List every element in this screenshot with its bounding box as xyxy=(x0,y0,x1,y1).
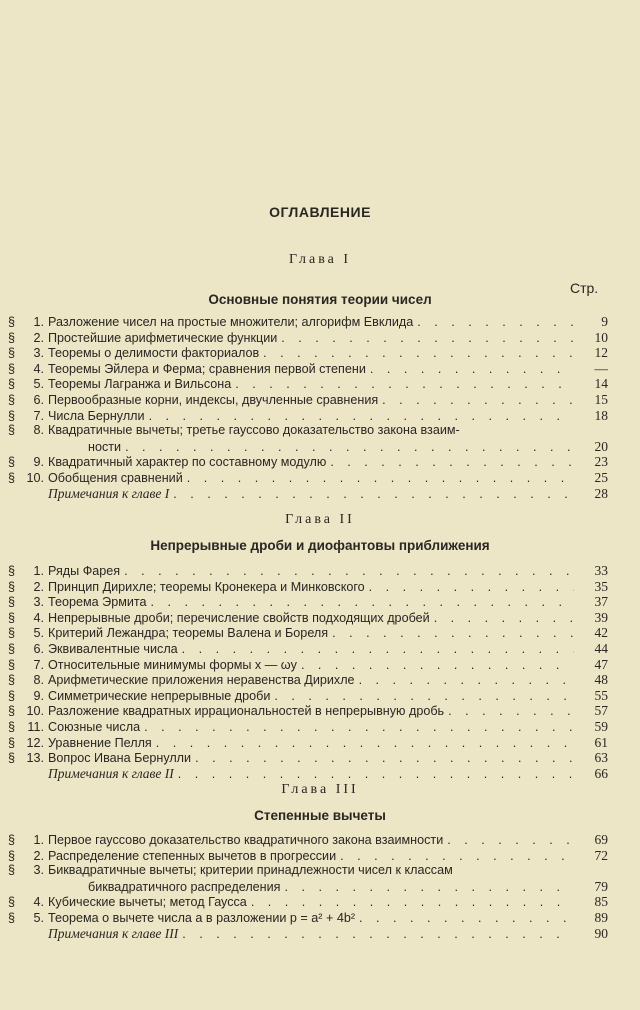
dot-leader xyxy=(156,736,574,752)
section-mark: § xyxy=(8,423,16,438)
toc-entry xyxy=(8,470,608,486)
entry-title: Принцип Дирихле; теоремы Кронекера и Минковского xyxy=(48,579,365,594)
page-number: 59 xyxy=(594,718,608,734)
page-number: 39 xyxy=(594,609,608,625)
toc-entry xyxy=(8,345,608,361)
dot-leader xyxy=(448,704,574,720)
section-number: 9. xyxy=(33,455,44,470)
page-number: 89 xyxy=(594,909,608,925)
dot-leader xyxy=(434,611,574,627)
section-number: 5. xyxy=(33,377,44,392)
dot-leader xyxy=(125,440,574,456)
section-mark: § xyxy=(8,392,16,407)
page-number: 42 xyxy=(594,625,608,641)
chapter-3-entries xyxy=(8,832,608,941)
chapter-notes-entry xyxy=(8,926,608,942)
dot-leader xyxy=(274,689,574,705)
page-number: 9 xyxy=(601,314,608,329)
page-number: — xyxy=(594,360,608,376)
entry-title: Разложение чисел на простые множители; алгорифм Евклида xyxy=(48,315,414,329)
toc-entry xyxy=(8,625,608,641)
section-mark: § xyxy=(8,579,16,594)
page-number: 15 xyxy=(594,391,608,407)
toc-entry xyxy=(8,376,608,392)
page-column-label: Стр. xyxy=(570,280,599,296)
page-number: 61 xyxy=(594,734,608,750)
section-mark: § xyxy=(8,361,16,376)
section-number: 1. xyxy=(33,833,44,847)
entry-title: Теоремы Лагранжа и Вильсона xyxy=(48,377,232,392)
section-number: 3. xyxy=(33,346,44,361)
entry-title: Теорема о вычете числа a в разложении p = a² + 4b² xyxy=(48,910,356,925)
toc-entry xyxy=(8,361,608,377)
section-number: 6. xyxy=(33,641,44,656)
entry-title: Союзные числа xyxy=(48,719,141,734)
entry-title: Кубические вычеты; метод Гаусса xyxy=(48,895,247,910)
entry-title: Первообразные корни, индексы, двучленные сравнения xyxy=(48,392,379,407)
section-mark: § xyxy=(8,848,16,863)
page-number: 23 xyxy=(594,454,608,470)
entry-title: Ряды Фарея xyxy=(48,564,121,578)
section-mark: § xyxy=(8,470,16,485)
section-number: 7. xyxy=(33,657,44,672)
dot-leader xyxy=(369,580,574,596)
section-number: 4. xyxy=(33,610,44,625)
section-mark: § xyxy=(8,833,16,847)
dot-leader xyxy=(144,720,574,736)
section-number: 2. xyxy=(33,330,44,345)
entry-title: Теоремы Эйлера и Ферма; сравнения первой степени xyxy=(48,361,366,376)
section-number: 4. xyxy=(33,895,44,910)
entry-title: Арифметические приложения неравенства Дирихле xyxy=(48,673,355,688)
section-mark: § xyxy=(8,346,16,361)
page-number: 20 xyxy=(594,438,608,454)
page-number: 57 xyxy=(594,703,608,719)
section-number: 1. xyxy=(33,564,44,578)
toc-entry xyxy=(8,863,608,879)
dot-leader xyxy=(182,642,574,658)
entry-title: Непрерывные дроби; перечисление свойств подходящих дробей xyxy=(48,610,430,625)
entry-title: Разложение квадратных иррациональностей в непрерывную дробь xyxy=(48,704,445,719)
chapter-notes-entry xyxy=(8,766,608,782)
section-mark: § xyxy=(8,408,16,423)
entry-title: Биквадратичные вычеты; критерии принадлежности чисел к классам xyxy=(48,863,453,878)
toc-entry xyxy=(8,879,608,895)
section-mark: § xyxy=(8,657,16,672)
dot-leader xyxy=(359,911,574,927)
dot-leader xyxy=(187,471,574,487)
entry-title: Простейшие арифметические функции xyxy=(48,330,278,345)
section-number: 12. xyxy=(26,735,44,750)
page-number: 37 xyxy=(594,594,608,610)
toc-entry xyxy=(8,579,608,595)
dot-leader xyxy=(359,673,574,689)
toc-entry xyxy=(8,408,608,424)
section-number: 9. xyxy=(33,688,44,703)
entry-title: Вопрос Ивана Бернулли xyxy=(48,751,192,766)
chapter-3-title: Степенные вычеты xyxy=(254,808,386,823)
section-number: 5. xyxy=(33,910,44,925)
section-mark: § xyxy=(8,626,16,641)
entry-title: Уравнение Пелля xyxy=(48,735,152,750)
page-number: 44 xyxy=(594,640,608,656)
entry-title: Примечания к главе III xyxy=(48,925,179,941)
toc-entry xyxy=(8,672,608,688)
page-number: 79 xyxy=(594,878,608,894)
section-mark: § xyxy=(8,910,16,925)
section-mark: § xyxy=(8,863,16,878)
section-number: 10. xyxy=(26,470,44,485)
toc-entry xyxy=(8,894,608,910)
section-number: 3. xyxy=(33,863,44,878)
section-mark: § xyxy=(8,595,16,610)
entry-title: Теорема Эрмита xyxy=(48,595,147,610)
toc-entry xyxy=(8,641,608,657)
toc-entry xyxy=(8,910,608,926)
entry-title: биквадратичного распределения xyxy=(88,879,281,894)
dot-leader xyxy=(330,455,574,471)
toc-entry xyxy=(8,330,608,346)
toc-entry xyxy=(8,610,608,626)
toc-entry xyxy=(8,703,608,719)
dot-leader xyxy=(195,751,574,767)
dot-leader xyxy=(281,331,574,347)
entry-title: Числа Бернулли xyxy=(48,408,145,423)
section-number: 6. xyxy=(33,392,44,407)
toc-entry xyxy=(8,454,608,470)
dot-leader xyxy=(301,658,574,674)
section-mark: § xyxy=(8,564,16,578)
page-number: 25 xyxy=(594,469,608,485)
section-number: 7. xyxy=(33,408,44,423)
entry-title: Первое гауссово доказательство квадратичного закона взаимности xyxy=(48,833,444,847)
page-number: 35 xyxy=(594,578,608,594)
chapter-1-entries xyxy=(8,314,608,501)
chapter-1-label: Глава I xyxy=(288,252,352,267)
section-mark: § xyxy=(8,377,16,392)
entry-title: Квадратичный характер по составному модулю xyxy=(48,455,327,470)
entry-title: Эквивалентные числа xyxy=(48,641,178,656)
section-mark: § xyxy=(8,688,16,703)
dot-leader xyxy=(173,487,574,503)
section-mark: § xyxy=(8,719,16,734)
entry-title: Теоремы о делимости факториалов xyxy=(48,346,260,361)
section-number: 5. xyxy=(33,626,44,641)
section-number: 11. xyxy=(27,719,44,734)
page-number: 55 xyxy=(594,687,608,703)
toc-entry xyxy=(8,439,608,455)
toc-entry xyxy=(8,735,608,751)
dot-leader xyxy=(285,880,575,896)
section-mark: § xyxy=(8,751,16,766)
page-number: 28 xyxy=(594,485,608,501)
section-mark: § xyxy=(8,895,16,910)
entry-title: Примечания к главе II xyxy=(48,765,174,781)
dot-leader xyxy=(417,315,574,331)
toc-entry xyxy=(8,594,608,610)
section-mark: § xyxy=(8,641,16,656)
chapter-notes-entry xyxy=(8,486,608,502)
toc-entry xyxy=(8,688,608,704)
section-number: 8. xyxy=(33,673,44,688)
entry-title: Относительные минимумы формы x — ωy xyxy=(48,657,297,672)
entry-title: ности xyxy=(88,439,122,454)
section-number: 1. xyxy=(33,315,44,329)
dot-leader xyxy=(182,927,574,943)
chapter-2-label: Глава II xyxy=(285,512,355,527)
section-number: 3. xyxy=(33,595,44,610)
dot-leader xyxy=(382,393,574,409)
section-mark: § xyxy=(8,315,16,329)
dot-leader xyxy=(178,767,574,783)
entry-title: Критерий Лежандра; теоремы Валена и Бореля xyxy=(48,626,329,641)
section-mark: § xyxy=(8,610,16,625)
page-number: 63 xyxy=(594,750,608,766)
toc-entry xyxy=(8,719,608,735)
section-mark: § xyxy=(8,673,16,688)
chapter-3-label: Глава III xyxy=(281,782,359,797)
chapter-1-title: Основные понятия теории чисел xyxy=(208,292,432,307)
entry-title: Обобщения сравнений xyxy=(48,470,183,485)
toc-entry xyxy=(8,848,608,864)
section-mark: § xyxy=(8,330,16,345)
page-number: 48 xyxy=(594,672,608,688)
dot-leader xyxy=(149,409,574,425)
page-number: 14 xyxy=(594,376,608,392)
toc-entry xyxy=(8,563,608,579)
page-number: 69 xyxy=(594,832,608,847)
dot-leader xyxy=(263,346,574,362)
dot-leader xyxy=(340,849,574,865)
entry-title: Распределение степенных вычетов в прогрессии xyxy=(48,848,337,863)
section-number: 2. xyxy=(33,848,44,863)
chapter-2-entries xyxy=(8,563,608,781)
chapter-2-title: Непрерывные дроби и диофантовы приближения xyxy=(150,538,490,553)
toc-entry xyxy=(8,423,608,439)
entry-title: Квадратичные вычеты; третье гауссово доказательство закона взаим- xyxy=(48,423,460,438)
section-mark: § xyxy=(8,735,16,750)
page-number: 18 xyxy=(594,407,608,423)
section-number: 8. xyxy=(33,423,44,438)
page-title: ОГЛАВЛЕНИЕ xyxy=(269,204,371,220)
section-number: 13. xyxy=(26,751,44,766)
page-number: 66 xyxy=(594,765,608,781)
section-mark: § xyxy=(8,704,16,719)
dot-leader xyxy=(151,595,574,611)
dot-leader xyxy=(124,564,574,580)
section-number: 10. xyxy=(26,704,44,719)
entry-title: Симметрические непрерывные дроби xyxy=(48,688,271,703)
page-number: 47 xyxy=(594,656,608,672)
toc-entry xyxy=(8,314,608,330)
entry-title: Примечания к главе I xyxy=(48,485,170,501)
page-number: 90 xyxy=(594,925,608,941)
page-number: 12 xyxy=(594,345,608,361)
page-number: 33 xyxy=(594,563,608,578)
toc-entry xyxy=(8,832,608,848)
toc-entry xyxy=(8,392,608,408)
page-number: 85 xyxy=(594,894,608,910)
dot-leader xyxy=(370,362,574,378)
toc-entry xyxy=(8,750,608,766)
page-number: 72 xyxy=(594,847,608,863)
dot-leader xyxy=(332,626,574,642)
section-number: 4. xyxy=(33,361,44,376)
page-number: 10 xyxy=(594,329,608,345)
dot-leader xyxy=(447,833,574,849)
dot-leader xyxy=(251,895,574,911)
toc-entry xyxy=(8,657,608,673)
section-mark: § xyxy=(8,455,16,470)
dot-leader xyxy=(235,377,574,393)
section-number: 2. xyxy=(33,579,44,594)
